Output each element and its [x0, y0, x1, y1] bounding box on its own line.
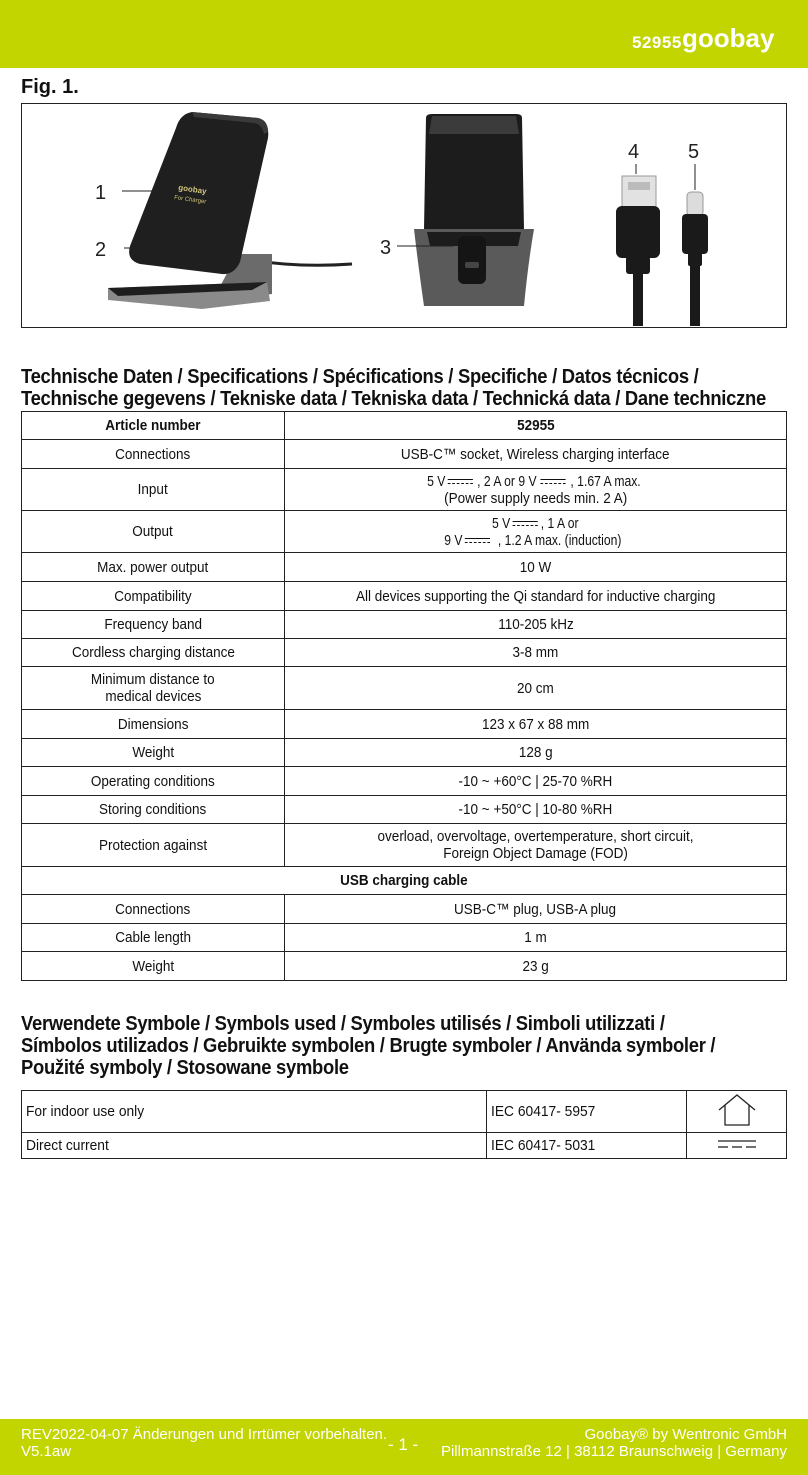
table-row: Dimensions 123 x 67 x 88 mm: [22, 710, 787, 739]
table-row: Output 5 V, 1 A or 9 V, 1.2 A max. (induction): [22, 511, 787, 553]
usb-a-cable: [616, 141, 660, 326]
direct-current-icon: [511, 519, 538, 528]
direct-current-icon: [447, 477, 474, 486]
table-row: Weight 23 g: [22, 952, 787, 981]
usb-c-cable: [682, 141, 708, 326]
table-section-header: USB charging cable: [22, 867, 787, 895]
table-row: Storing conditions -10 ~ +50°C | 10-80 %RH: [22, 796, 787, 824]
callout-5: 5: [688, 141, 700, 163]
goobay-logo: [682, 24, 792, 54]
callout-4: 4: [628, 141, 640, 163]
callout-1: 1: [95, 182, 107, 204]
table-row: Input 5 V, 2 A or 9 V, 1.67 A max. (Power supply needs min. 2 A): [22, 469, 787, 511]
page-number: - 1 -: [388, 1435, 419, 1454]
direct-current-icon: [463, 536, 490, 545]
table-row: Connections USB-C™ plug, USB-A plug: [22, 895, 787, 924]
callout-3: 3: [380, 237, 392, 259]
table-row: Article number 52955: [22, 412, 787, 440]
table-row: Operating conditions -10 ~ +60°C | 25-70 %RH: [22, 767, 787, 796]
svg-text:For Charger: For Charger: [173, 195, 207, 206]
figure-title: Fig. 1.: [21, 76, 79, 98]
table-row: Direct current IEC 60417- 5031: [22, 1133, 787, 1159]
table-row: Cordless charging distance 3-8 mm: [22, 639, 787, 667]
footer-company: Goobay® by Wentronic GmbH Pillmannstraße 12 | 38112 Braunschweig | Germany: [440, 1426, 787, 1460]
table-row: Max. power output 10 W: [22, 553, 787, 582]
table-row: Protection against overload, overvoltage, overtemperature, short circuit, Foreign Object Damage (FOD): [22, 824, 787, 867]
table-row: Cable length 1 m: [22, 924, 787, 952]
specifications-table: [21, 411, 787, 981]
table-row: Weight 128 g: [22, 739, 787, 767]
symbols-title: Verwendete Symbole / Symbols used / Symboles utilisés / Simboli utilizzati / Símbolos utilizados / Gebruikte symbolen / Brugte symboler / Använda symboler / Použité symboly / Stosowane symbole: [21, 1013, 716, 1079]
header-article-number: 52955: [632, 33, 682, 52]
table-row: For indoor use only IEC 60417- 5957: [22, 1091, 787, 1133]
header-bar: [0, 0, 808, 68]
svg-text:goobay: goobay: [177, 183, 208, 196]
footer-revision: REV2022-04-07 Änderungen und Irrtümer vorbehalten. V5.1aw: [21, 1426, 388, 1460]
direct-current-icon: [540, 477, 567, 486]
table-row: Minimum distance to medical devices 20 cm: [22, 667, 787, 710]
direct-current-icon: [716, 1137, 758, 1151]
house-icon: [716, 1092, 758, 1128]
product-illustration: [22, 104, 785, 326]
charger-back-view: [380, 114, 534, 306]
footer-bar: [0, 1419, 808, 1475]
table-row: Connections USB-C™ socket, Wireless charging interface: [22, 440, 787, 469]
symbols-table: [21, 1090, 787, 1159]
product-figure: [21, 103, 787, 328]
specifications-title: Technische Daten / Specifications / Spécifications / Specifiche / Datos técnicos / Technische gegevens / Tekniske data / Tekniska data / Technická data / Dane techniczne: [21, 366, 766, 410]
table-row: Compatibility All devices supporting the Qi standard for inductive charging: [22, 582, 787, 611]
charger-side-view: [95, 112, 352, 309]
callout-2: 2: [95, 239, 107, 261]
svg-text:goobay: goobay: [682, 24, 775, 53]
table-row: Frequency band 110-205 kHz: [22, 611, 787, 639]
